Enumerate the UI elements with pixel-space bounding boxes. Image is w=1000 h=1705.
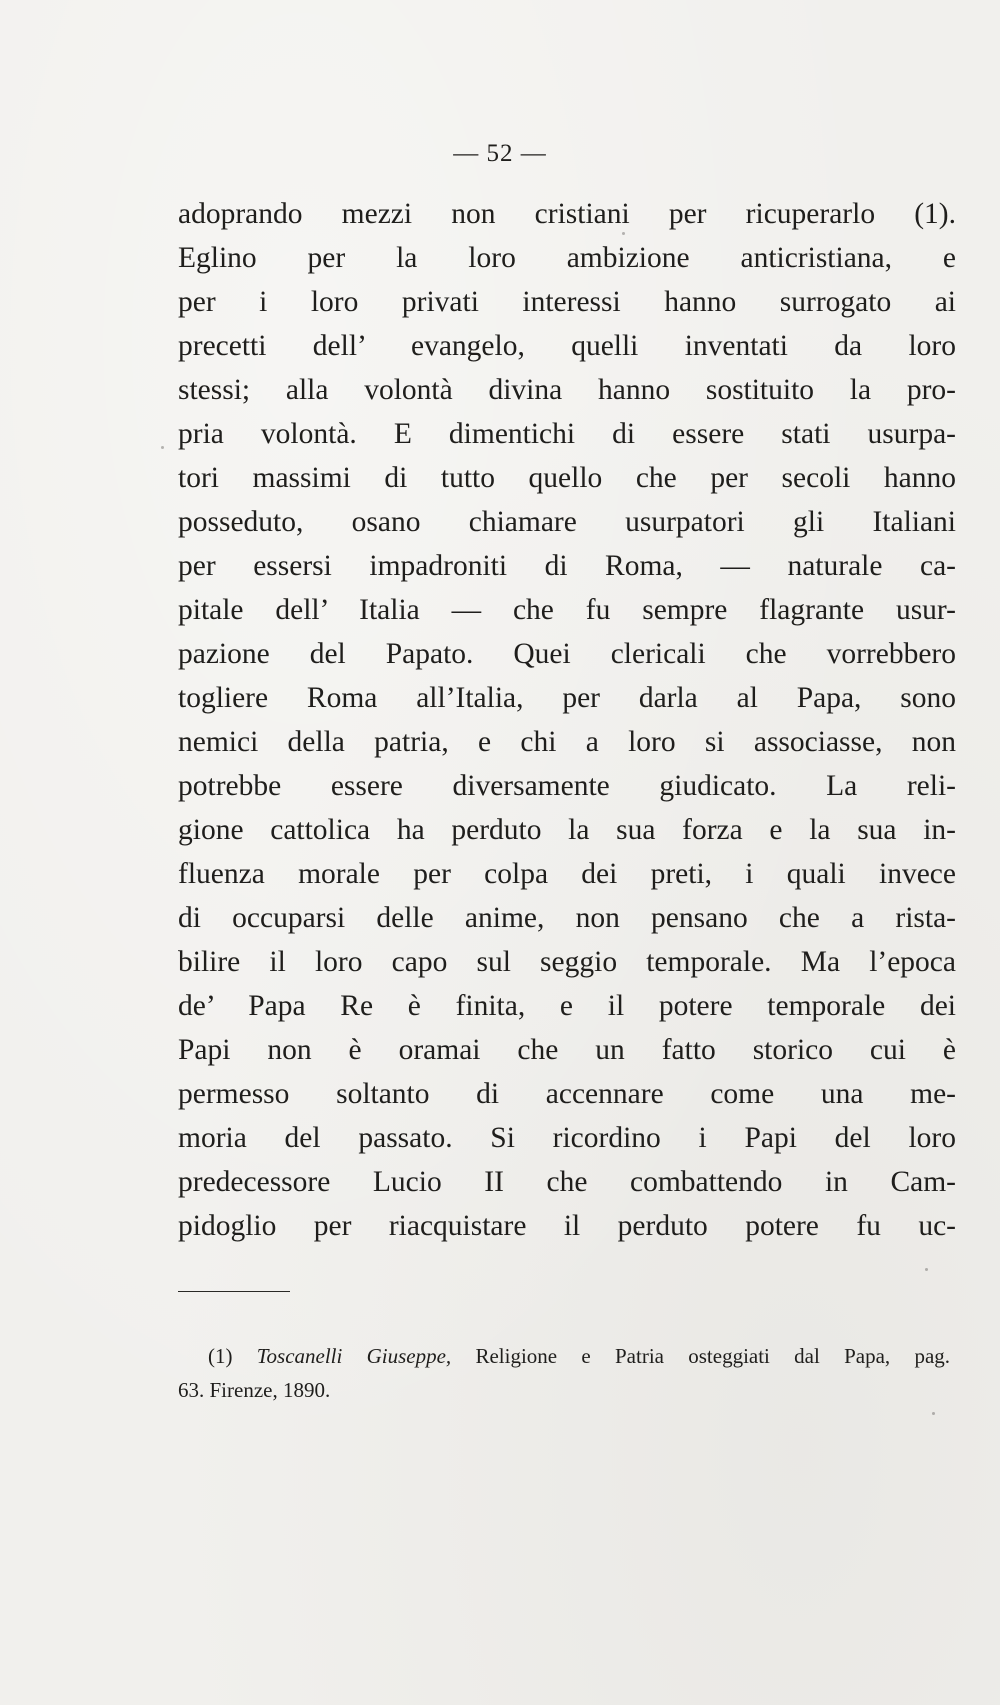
text-line: pitale dell’ Italia — che fu sempre flagrante usur-: [178, 594, 956, 626]
text-line: predecessore Lucio II che combattendo in Cam-: [178, 1166, 956, 1198]
footnote-line-1: [208, 1339, 950, 1373]
text-line: permesso soltanto di accennare come una me-: [178, 1078, 956, 1110]
text-line: pazione del Papato. Quei clericali che vorrebbero: [178, 638, 956, 670]
text-line: gione cattolica ha perduto la sua forza e la sua in-: [178, 814, 956, 846]
paper-speck: [932, 1412, 935, 1415]
text-line: tori massimi di tutto quello che per secoli hanno: [178, 462, 956, 494]
paper-speck: [925, 1268, 928, 1271]
footnote-title: Religione e Patria osteggiati dal Papa, pag.: [475, 1344, 951, 1368]
paper-speck: [622, 232, 625, 235]
footnote-separator: [178, 1291, 290, 1292]
footnote: [178, 1339, 951, 1407]
text-line: posseduto, osano chiamare usurpatori gli Italiani: [178, 506, 956, 538]
text-line: di occuparsi delle anime, non pensano che a rista-: [178, 902, 956, 934]
text-line: potrebbe essere diversamente giudicato. La reli-: [178, 770, 956, 802]
text-line: nemici della patria, e chi a loro si associasse, non: [178, 726, 956, 758]
page-number: — 52 —: [453, 140, 547, 167]
text-line: togliere Roma all’Italia, per darla al Papa, sono: [178, 682, 956, 714]
text-line: pidoglio per riacquistare il perduto potere fu uc-: [178, 1210, 956, 1242]
footnote-author: Toscanelli Giuseppe,: [256, 1344, 452, 1368]
text-line: pria volontà. E dimentichi di essere stati usurpa-: [178, 418, 956, 450]
text-line: Eglino per la loro ambizione anticristiana, e: [178, 242, 956, 274]
text-line: de’ Papa Re è finita, e il potere temporale dei: [178, 990, 956, 1022]
text-line: stessi; alla volontà divina hanno sostituito la pro-: [178, 374, 956, 406]
text-line: bilire il loro capo sul seggio temporale. Ma l’epoca: [178, 946, 956, 978]
footnote-line-2: 63. Firenze, 1890.: [178, 1378, 331, 1402]
text-line: per i loro privati interessi hanno surrogato ai: [178, 286, 956, 318]
text-line: adoprando mezzi non cristiani per ricuperarlo (1).: [178, 198, 956, 230]
body-text: [178, 192, 956, 1248]
footnote-ref: (1): [208, 1344, 233, 1368]
text-line: Papi non è oramai che un fatto storico cui è: [178, 1034, 956, 1066]
text-line: per essersi impadroniti di Roma, — naturale ca-: [178, 550, 956, 582]
paper-speck: [161, 446, 164, 449]
text-line: moria del passato. Si ricordino i Papi del loro: [178, 1122, 956, 1154]
text-line: fluenza morale per colpa dei preti, i quali invece: [178, 858, 956, 890]
text-line: precetti dell’ evangelo, quelli inventati da loro: [178, 330, 956, 362]
